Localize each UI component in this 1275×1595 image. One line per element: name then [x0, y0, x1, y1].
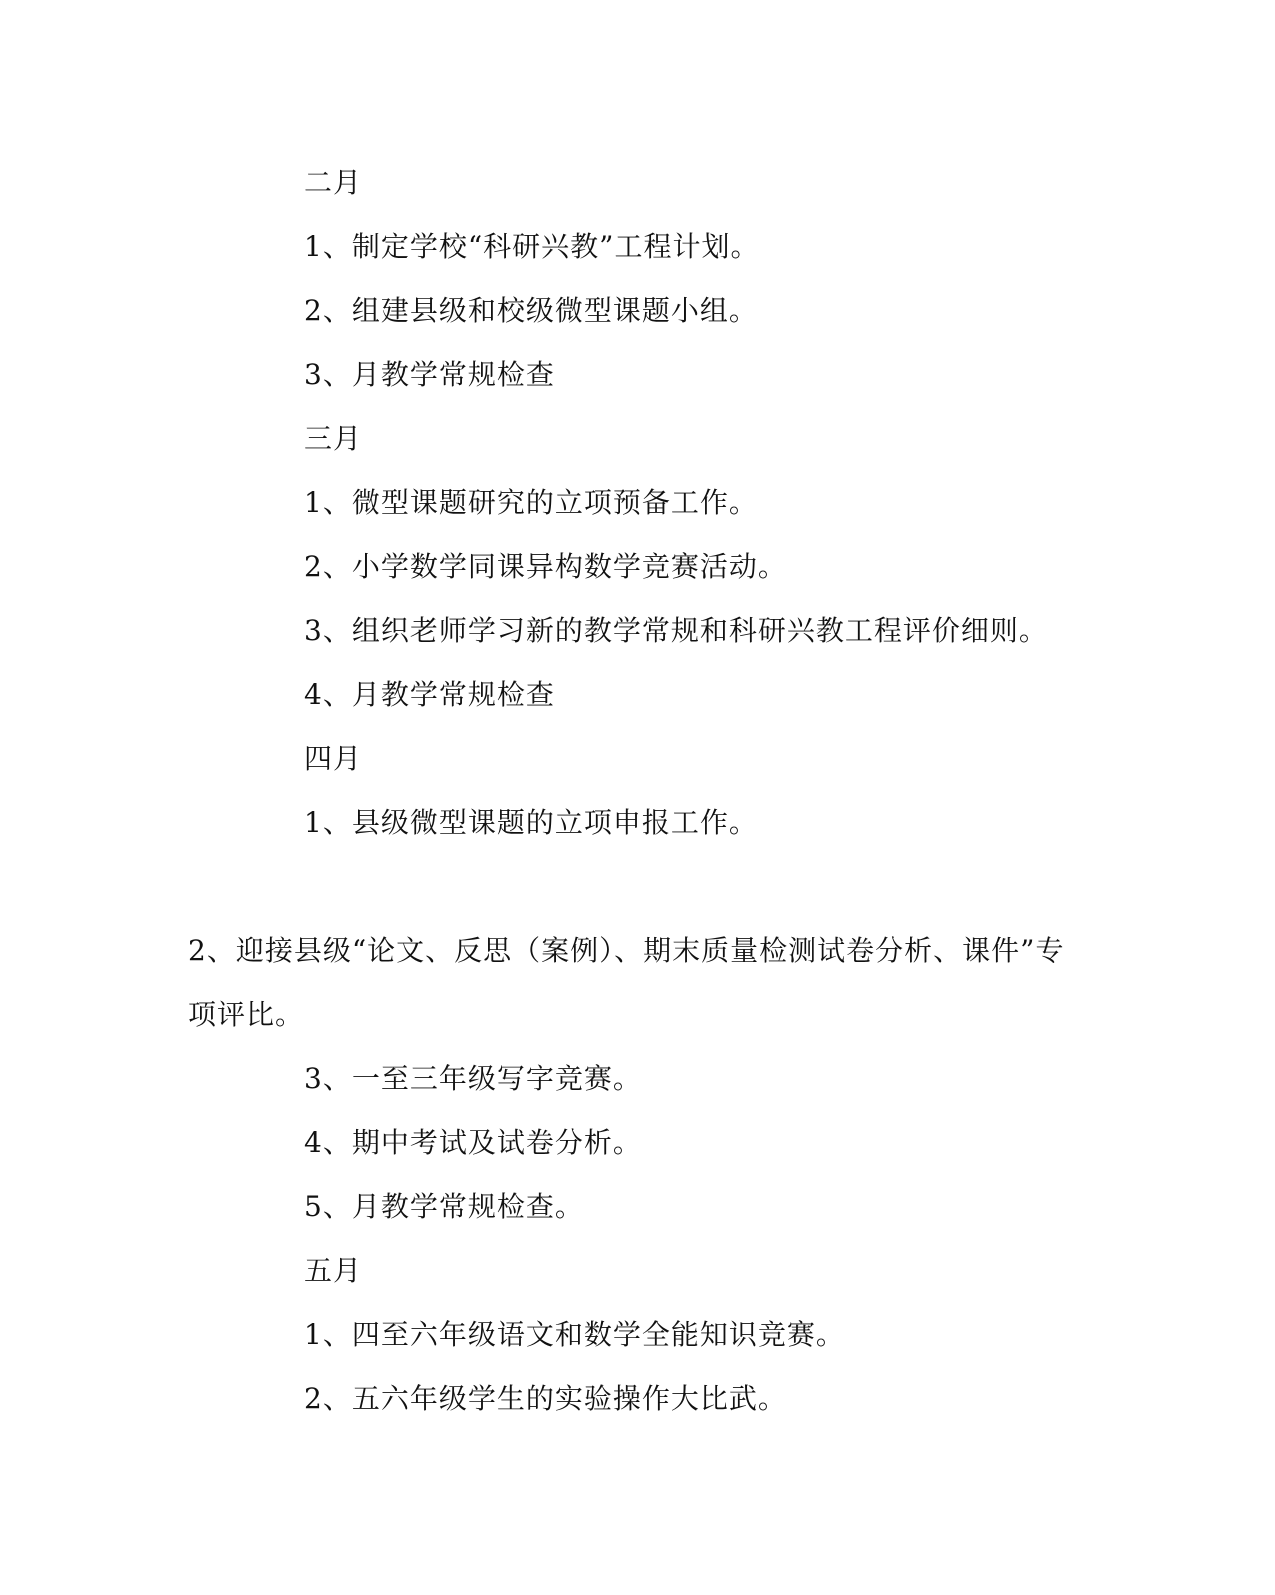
list-item: 2、小学数学同课异构数学竞赛活动。 — [304, 550, 787, 583]
list-item: 2、迎接县级“论文、反思（案例）、期末质量检测试卷分析、课件”专 — [188, 934, 1065, 967]
list-item: 1、县级微型课题的立项申报工作。 — [304, 806, 758, 839]
list-item: 4、期中考试及试卷分析。 — [304, 1126, 642, 1159]
month-heading-february: 二月 — [304, 166, 363, 199]
list-item: 1、微型课题研究的立项预备工作。 — [304, 486, 758, 519]
list-item: 3、一至三年级写字竞赛。 — [304, 1062, 642, 1095]
list-item: 4、月教学常规检查 — [304, 678, 555, 711]
list-item: 3、组织老师学习新的教学常规和科研兴教工程评价细则。 — [304, 614, 1048, 647]
month-heading-march: 三月 — [304, 422, 363, 455]
list-item: 1、制定学校“科研兴教”工程计划。 — [304, 230, 760, 263]
list-item: 3、月教学常规检查 — [304, 358, 555, 391]
list-item: 1、四至六年级语文和数学全能知识竞赛。 — [304, 1318, 845, 1351]
month-heading-april: 四月 — [304, 742, 363, 775]
list-item: 5、月教学常规检查。 — [304, 1190, 584, 1223]
month-heading-may: 五月 — [304, 1254, 363, 1287]
list-item: 2、五六年级学生的实验操作大比武。 — [304, 1382, 787, 1415]
list-item: 2、组建县级和校级微型课题小组。 — [304, 294, 758, 327]
list-item-continuation: 项评比。 — [188, 998, 305, 1031]
